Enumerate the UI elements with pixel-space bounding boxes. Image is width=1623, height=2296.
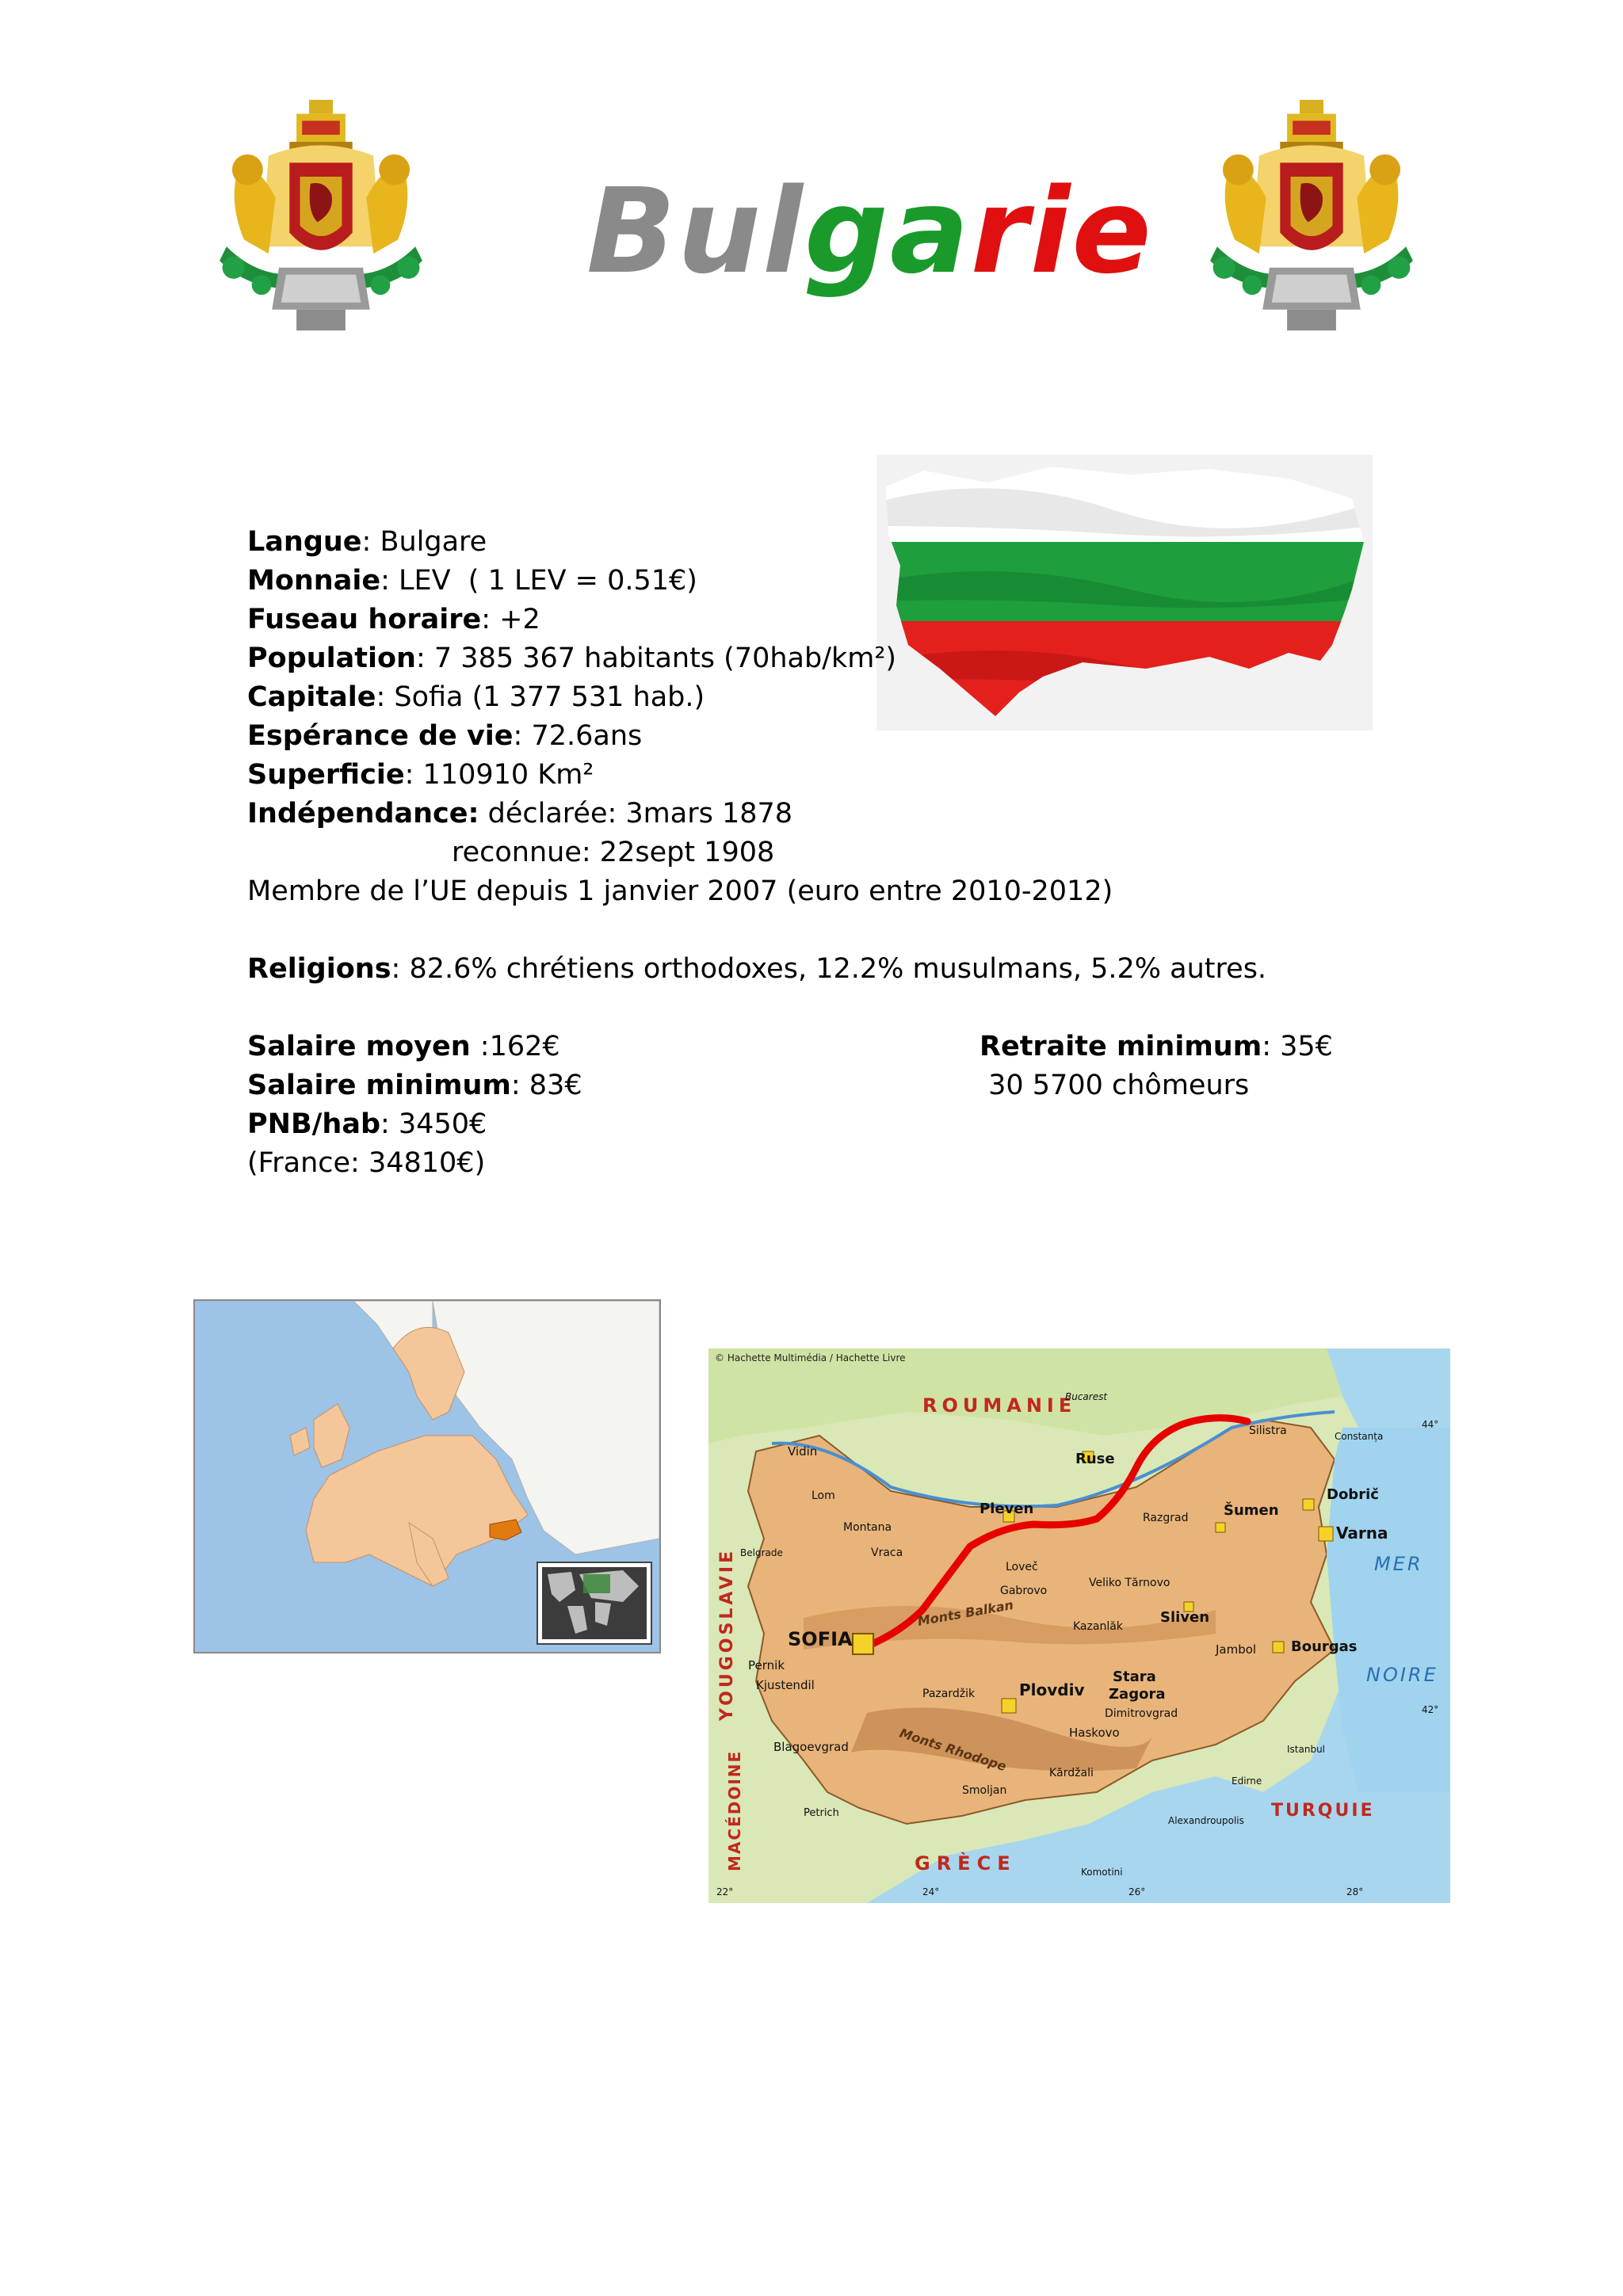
coat-of-arms-right [1189,100,1434,338]
map-city-alexandroupolis: Alexandroupolis [1168,1815,1244,1826]
fact-value: reconnue: 22sept 1908 [452,837,775,868]
fact-label: Retraite minimum [980,1031,1262,1062]
facts-block [247,523,1333,1183]
fact-population [247,639,1266,678]
map-graticule-42: 42° [1422,1704,1439,1715]
fact-independance [247,795,1266,833]
map-city-vraca: Vraca [871,1547,903,1559]
map-city-sliven: Sliven [1160,1609,1210,1626]
map-mountains-rhodope: Monts Rhodope [897,1725,1009,1775]
map-label-macedoine: MACÉDOINE [725,1749,744,1871]
fact-pnb [247,1105,1266,1144]
fact-chomeurs [980,1066,1249,1105]
fact-label: Population [247,643,416,674]
map-copyright: © Hachette Multimédia / Hachette Livre [715,1352,906,1363]
map-city-montana: Montana [843,1521,892,1534]
title-part-green: ga [804,163,971,299]
fact-superficie [247,756,1266,795]
fact-independance-2 [247,833,1266,872]
fact-religions [247,950,1266,989]
map-city-razgrad: Razgrad [1143,1512,1189,1524]
fact-france [247,1144,1266,1183]
fact-esperance [247,717,1266,756]
map-city-lovec: Loveč [1006,1561,1038,1573]
map-city-blagoevgrad: Blagoevgrad [773,1740,849,1754]
fact-value: Membre de l’UE depuis 1 janvier 2007 (euro entre 2010-2012) [247,875,1113,907]
map-city-varna: Varna [1336,1524,1388,1543]
fact-monnaie [247,562,1266,601]
map-label-yougoslavie: YOUGOSLAVIE [717,1547,737,1721]
map-city-pazardzik: Pazardžik [922,1688,976,1700]
bulgaria-map [708,1348,1450,1903]
map-city-dobric: Dobrič [1327,1486,1379,1503]
fact-value: déclarée: 3mars 1878 [479,798,793,830]
map-city-ruse: Ruse [1075,1451,1115,1467]
fact-value: : 3450€ [380,1108,487,1140]
map-city-gabrovo: Gabrovo [1000,1585,1048,1597]
fact-value: 30 5700 chômeurs [980,1070,1250,1101]
fact-fuseau [247,601,1266,639]
map-city-lom: Lom [812,1489,835,1502]
map-city-dimitrovgrad: Dimitrovgrad [1105,1707,1178,1720]
map-label-grece: GRÈCE [915,1852,1017,1875]
fact-label: Capitale [247,681,376,713]
fact-label: Indépendance: [247,798,479,830]
fact-value: : Bulgare [361,526,487,558]
map-city-constanta: Constanța [1335,1431,1384,1442]
map-city-zagora: Zagora [1109,1686,1166,1703]
map-city-haskovo: Haskovo [1069,1726,1120,1740]
map-city-petrich: Petrich [804,1807,839,1819]
bulgaria-map-graphic [708,1348,1450,1903]
map-city-kardzali: Kărdžali [1049,1767,1094,1779]
fact-value: : +2 [481,604,540,635]
map-city-kazanlak: Kazanlăk [1073,1620,1123,1633]
fact-label: Langue [247,526,362,558]
fact-value: : 72.6ans [513,720,643,752]
map-mountains-balkan: Monts Balkan [916,1596,1015,1629]
fact-value: : LEV ( 1 LEV = 0.51€) [380,565,697,597]
map-city-edirne: Edirne [1232,1775,1262,1787]
fact-capitale [247,678,1266,717]
map-city-kjustendil: Kjustendil [756,1678,815,1692]
map-city-bucarest: Bucarest [1065,1391,1108,1402]
fact-label: Salaire moyen [247,1031,480,1062]
map-graticule-44: 44° [1422,1419,1439,1430]
fact-value: : 110910 Km² [404,759,594,791]
page-title [586,163,1153,299]
fact-value: : 35€ [1262,1031,1333,1062]
map-city-istanbul: Istanbul [1287,1744,1326,1755]
map-city-pernik: Pernik [748,1658,785,1672]
fact-label: Monnaie [247,565,381,597]
map-city-veliko-tarnovo: Veliko Tărnovo [1089,1577,1170,1589]
map-city-jambol: Jambol [1216,1642,1257,1657]
fact-label: Superficie [247,759,405,791]
map-city-smoljan: Smoljan [962,1784,1007,1797]
fact-value: (France: 34810€) [247,1147,486,1179]
map-city-sumen: Šumen [1224,1502,1279,1519]
map-city-stara: Stara [1113,1669,1156,1685]
fact-label: Fuseau horaire [247,604,482,635]
fact-value: : 83€ [510,1070,582,1101]
map-city-belgrade: Belgrade [740,1547,783,1558]
map-city-pleven: Pleven [980,1501,1034,1517]
coat-of-arms-left [198,100,444,338]
europe-locator-map [193,1299,661,1653]
map-city-sofia: SOFIA [788,1628,853,1650]
map-graticule-26: 26° [1128,1886,1146,1897]
map-city-silistra: Silistra [1249,1425,1287,1437]
map-city-vidin: Vidin [788,1444,818,1459]
map-city-plovdiv: Plovdiv [1019,1680,1085,1699]
map-graticule-24: 24° [922,1886,940,1897]
fact-value: : 7 385 367 habitants (70hab/km²) [415,643,897,674]
fact-label: Religions [247,953,391,985]
fact-value: :162€ [479,1031,560,1062]
map-label-turquie: TURQUIE [1271,1801,1375,1821]
fact-label: Espérance de vie [247,720,514,752]
fact-retraite [980,1028,1333,1066]
map-city-bourgas: Bourgas [1291,1638,1358,1655]
fact-value: : 82.6% chrétiens orthodoxes, 12.2% musulmans, 5.2% autres. [391,953,1267,985]
fact-value: : Sofia (1 377 531 hab.) [376,681,705,713]
title-part-red: rie [970,163,1153,299]
map-city-komotini: Komotini [1081,1867,1123,1878]
map-label-noire: NOIRE [1366,1664,1438,1686]
map-graticule-22: 22° [716,1886,734,1897]
fact-label: Salaire minimum [247,1070,511,1101]
title-part-grey: Bul [586,163,804,299]
europe-map-graphic [195,1301,659,1652]
fact-ue [247,872,1266,911]
map-label-mer: MER [1374,1553,1423,1575]
fact-label: PNB/hab [247,1108,380,1140]
fact-langue [247,523,1266,562]
map-graticule-28: 28° [1346,1886,1364,1897]
map-label-roumanie: ROUMANIE [922,1394,1077,1417]
